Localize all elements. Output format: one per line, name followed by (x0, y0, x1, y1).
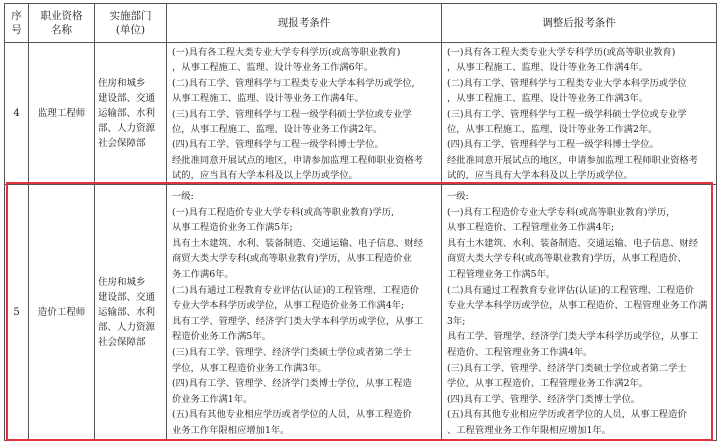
row-seq: 4 (5, 43, 29, 185)
row-adjusted-conditions: 一级: (一)具有工程造价专业大学专科(或高等职业教育)学历， 从事工程造价、工程管理业务工作满4年; 具有土木建筑、水利、装备制造、交通运输、电子信息、财经 商贸大类大学专科(或高等职业教育)学历，从事工程造价、 工程管理业务工作满5年。 (二)具有通过工程教育专业评估(认证)的工程管理、工程造价 专业大学本科学历或学位，从事工程造价、工程管理业务工作满 3年; 具有工学、管理学、经济学门类大学本科学历或学位，从事工 程造价、工程管理业务工作满4年。 (三)具有工学、管理学、经济学门类硕士学位或者第二学士 学位，从事工程造价、工程管理业务工作满2年。 (四)具有工学、管理学、经济学门类博士学位。 (五)具有其他专业相应学历或者学位的人员，从事工程造价 、工程管理业务工作年限相应增加1年。 (442, 185, 717, 441)
header-department: 实施部门 (单位) (95, 4, 167, 43)
header-seq: 序 号 (5, 4, 29, 43)
row-qualification-name: 监理工程师 (29, 43, 95, 185)
header-adjusted-conditions: 调整后报考条件 (442, 4, 717, 43)
qualification-table (4, 3, 717, 441)
row-qualification-name: 造价工程师 (29, 185, 95, 441)
header-current-conditions: 现报考条件 (167, 4, 442, 43)
header-qualification-name: 职业资格 名称 (29, 4, 95, 43)
row-seq: 5 (5, 185, 29, 441)
table-row (5, 43, 717, 185)
table-row (5, 185, 717, 441)
row-adjusted-conditions: (一)具有各工程大类专业大学专科学历(或高等职业教育) ，从事工程施工、监理、设计等业务工作满4年。 (二)具有工学、管理科学与工程类专业大学本科学历或学位 ，从事工程施工、监理、设计等业务工作满3年。 (三)具有工学、管理科学与工程一级学科硕士学位或专业学 位，从事工程施工、监理、设计等业务工作满2年。 (四)具有工学、管理科学与工程一级学科博士学位。 经批准同意开展试点的地区，申请参加监理工程师职业资格考 试的，应当具有大学本科及以上学历或学位。 (442, 43, 717, 185)
header-row (5, 4, 717, 43)
row-department: 住房和城乡 建设部、交通 运输部、水利 部、人力资源 社会保障部 (95, 185, 167, 441)
row-department: 住房和城乡 建设部、交通 运输部、水利 部、人力资源 社会保障部 (95, 43, 167, 185)
row-current-conditions: (一)具有各工程大类专业大学专科学历(或高等职业教育) ，从事工程施工、监理、设计等业务工作满6年。 (二)具有工学、管理科学与工程类专业大学本科学历或学位, 从事工程施工、监理、设计等业务工作满4年。 (三)具有工学、管理科学与工程一级学科硕士学位或专业学 位，从事工程施工、监理、设计等业务工作满2年。 (四)具有工学、管理科学与工程一级学科博士学位。 经批准同意开展试点的地区，申请参加监理工程师职业资格考 试的，应当具有大学本科及以上学历或学位。 (167, 43, 442, 185)
row-current-conditions: 一级: (一)具有工程造价专业大学专科(或高等职业教育)学历, 从事工程造价业务工作满5年; 具有土木建筑、水利、装备制造、交通运输、电子信息、财经 商贸大类大学专科(或高等职业教育)学历，从事工程造价业 务工作满6年。 (二)具有通过工程教育专业评估(认证)的工程管理、工程造价 专业大学本科学历或学位，从事工程造价业务工作满4年; 具有工学、管理学、经济学门类大学本科学历或学位，从事工 程造价业务工作满5年。 (三)具有工学、管理学、经济学门类硕士学位或者第二学士 学位，从事工程造价业务工作满3年。 (四)具有工学、管理学、经济学门类博士学位，从事工程造 价业务工作满1年。 (五)具有其他专业相应学历或者学位的人员，从事工程造价 业务工作年限相应增加1年。 (167, 185, 442, 441)
